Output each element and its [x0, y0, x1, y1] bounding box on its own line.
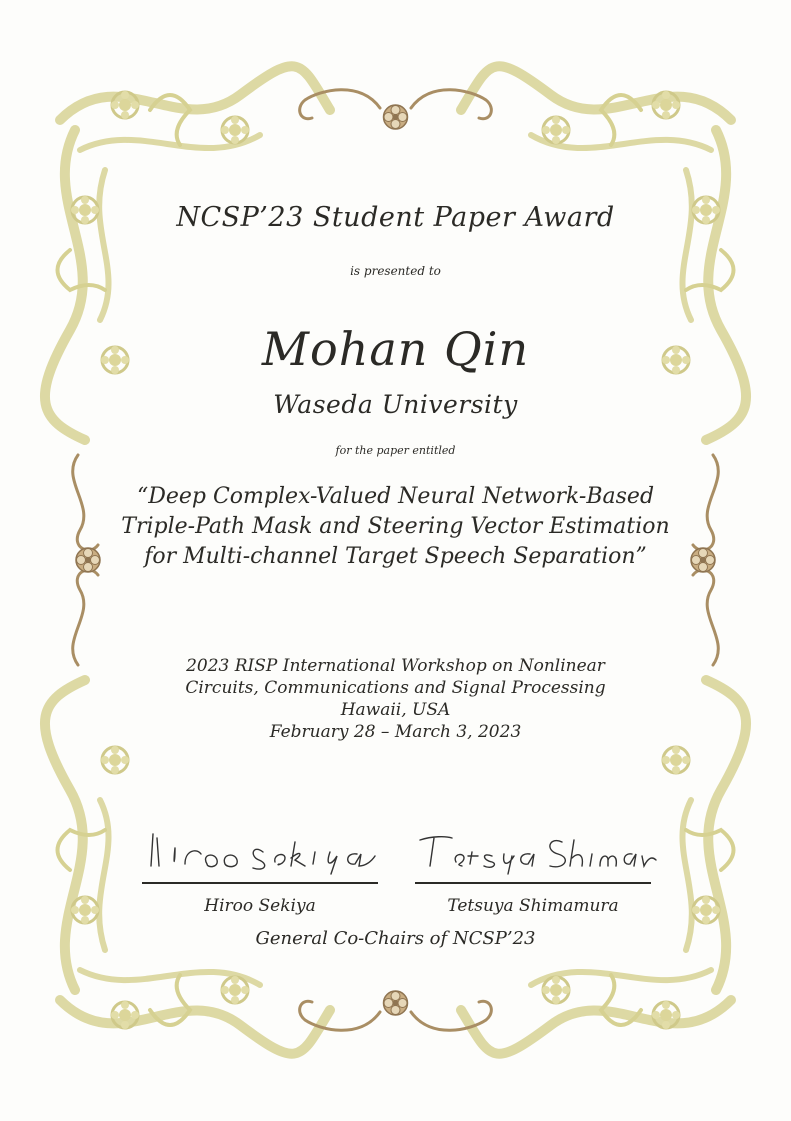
event-details [0, 655, 791, 743]
signatory-name-left: Hiroo Sekiya [204, 896, 316, 916]
signature-line-right [415, 882, 651, 884]
event-line: 2023 RISP International Workshop on Nonlinear [186, 656, 605, 676]
signatory-role: General Co-Chairs of NCSP’23 [255, 928, 536, 949]
paper-intro-text: for the paper entitled [335, 444, 456, 457]
signature-image-right [412, 826, 657, 876]
recipient-name: Mohan Qin [261, 322, 530, 376]
recipient-affiliation: Waseda University [273, 390, 518, 419]
award-title: NCSP’23 Student Paper Award [176, 202, 615, 233]
paper-title-line: Triple-Path Mask and Steering Vector Estimation [121, 514, 670, 539]
presented-to-text: is presented to [350, 264, 441, 278]
paper-title-line: for Multi-channel Target Speech Separation” [144, 544, 647, 569]
signatory-name-right: Tetsuya Shimamura [447, 896, 619, 916]
event-dates: February 28 – March 3, 2023 [269, 722, 522, 742]
signature-line-left [142, 882, 378, 884]
signature-image-left [145, 826, 380, 876]
rosette-icon [384, 105, 408, 129]
event-location: Hawaii, USA [340, 700, 451, 720]
paper-title-line: “Deep Complex-Valued Neural Network-Based [136, 484, 655, 509]
event-line: Circuits, Communications and Signal Processing [185, 678, 606, 698]
paper-title [0, 482, 791, 572]
